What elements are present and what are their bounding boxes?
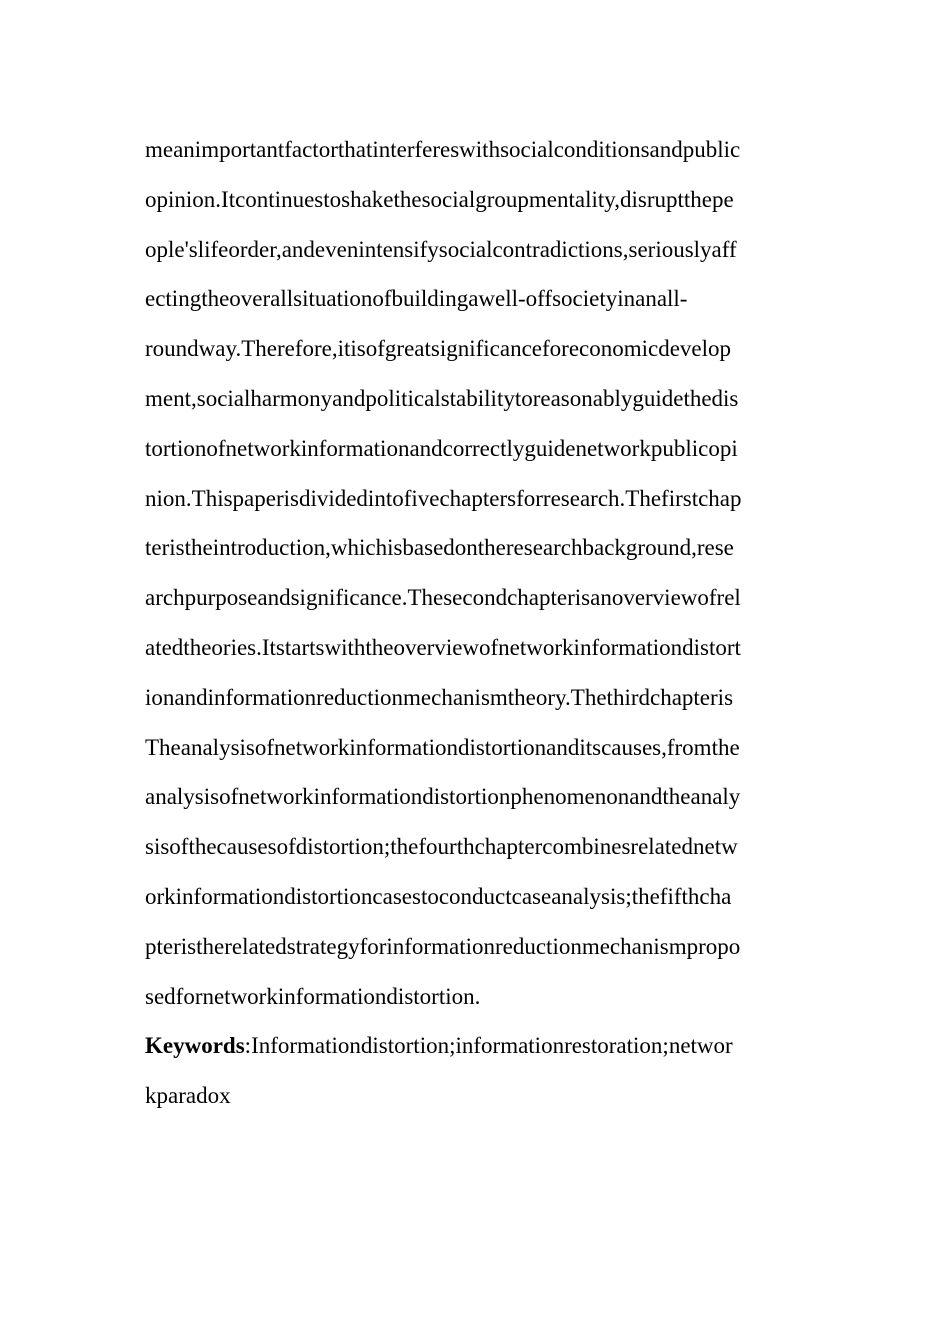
body-line: teristheintroduction,whichisbasedontheresearchbackground,rese [145,535,734,561]
keywords-line-continued: kparadox [145,1083,231,1109]
body-line: nion.Thispaperisdividedintofivechaptersforresearch.Thefirstchap [145,485,742,511]
body-line: opinion.Itcontinuestoshakethesocialgroupmentality,disruptthepe [145,186,734,212]
body-line: orkinformationdistortioncasestoconductcaseanalysis;thefifthcha [145,883,732,909]
keywords-separator: : [244,1033,252,1059]
body-line: pteristherelatedstrategyforinformationreductionmechanismpropo [145,933,741,959]
body-line: ionandinformationreductionmechanismtheory.Thethirdchapteris [145,684,734,710]
body-line: sisofthecausesofdistortion;thefourthchaptercombinesrelatednetw [145,834,738,860]
abstract-body [145,125,815,1121]
body-line: roundway.Therefore,itisofgreatsignificanceforeconomicdevelop [145,336,732,362]
body-line: tortionofnetworkinformationandcorrectlyguidenetworkpublicopi [145,435,738,461]
body-line: archpurposeandsignificance.Thesecondchapterisanoverviewofrel [145,585,741,611]
keywords-label: Keywords [145,1033,245,1059]
body-line: meanimportantfactorthatinterfereswithsocialconditionsandpublic [145,137,741,162]
body-line: ople'slifeorder,andevenintensifysocialcontradictions,seriouslyaff [145,236,737,262]
body-line: ment,socialharmonyandpoliticalstabilitytoreasonablyguidethedis [145,385,739,411]
keywords-line [145,1021,815,1071]
body-line: analysisofnetworkinformationdistortionphenomenonandtheanaly [145,784,741,810]
body-line: atedtheories.Itstartswiththeoverviewofnetworkinformationdistort [145,634,741,660]
body-line: Theanalysisofnetworkinformationdistortionanditscauses,fromthe [145,734,740,760]
keywords-text: Informationdistortion;informationrestoration;networ [251,1033,733,1059]
body-line: sedfornetworkinformationdistortion. [145,983,481,1009]
body-line: ectingtheoverallsituationofbuildingawell-offsocietyinanall- [145,286,688,312]
